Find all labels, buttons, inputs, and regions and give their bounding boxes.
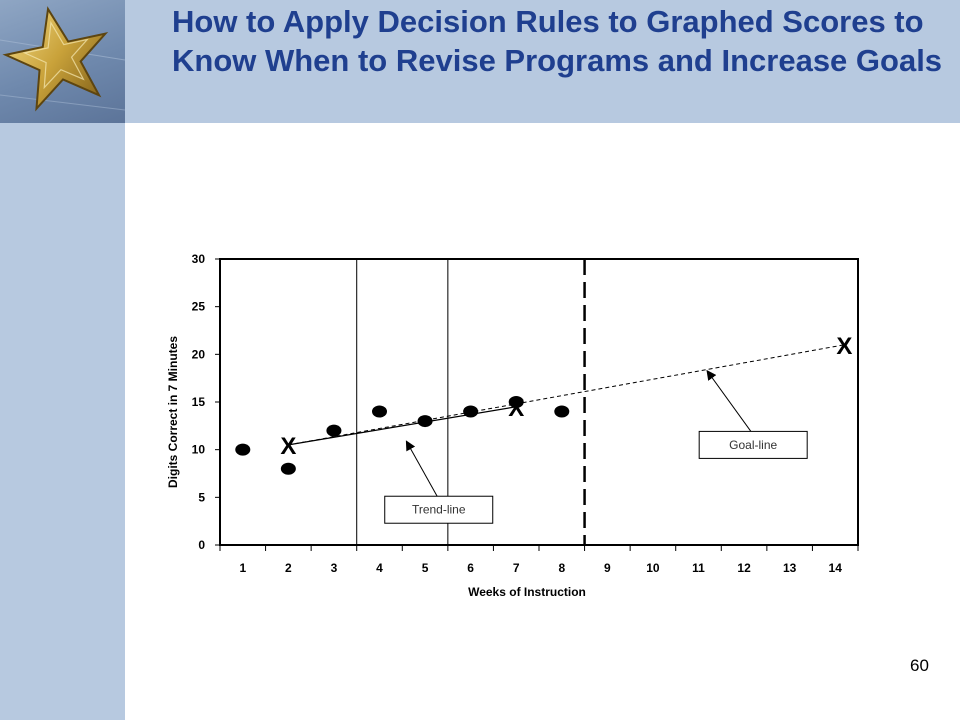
data-point [235,444,250,456]
x-tick-label: 4 [376,561,383,575]
trend-line [288,407,516,445]
x-marker: X [280,432,297,460]
x-axis-label: Weeks of Instruction [468,585,586,599]
annotation-arrow [407,442,437,496]
data-point [372,406,387,418]
x-tick-label: 7 [512,561,520,575]
goal-line [288,345,844,445]
data-point [281,463,296,475]
x-tick-label: 12 [737,561,751,575]
annotation-label: Goal-line [729,437,778,452]
y-tick-label: 30 [191,252,205,266]
y-tick-label: 10 [191,442,205,457]
page-number: 60 [910,656,929,675]
data-point [463,406,478,418]
x-tick-label: 14 [828,561,842,575]
x-marker: X [836,332,853,360]
y-tick-label: 15 [191,395,205,409]
data-point [326,425,341,437]
x-tick-label: 10 [646,561,660,575]
x-tick-label: 11 [692,561,705,575]
x-tick-label: 2 [285,561,292,575]
y-tick-label: 5 [198,490,205,505]
y-tick-label: 20 [191,347,205,362]
x-tick-label: 6 [467,561,474,575]
x-tick-label: 3 [330,561,338,575]
annotation-label: Trend-line [411,502,466,517]
data-point [554,406,569,418]
data-point [418,415,433,427]
y-tick-label: 25 [191,299,205,314]
y-axis-label: Digits Correct in 7 Minutes [166,335,180,489]
x-tick-label: 8 [558,561,566,575]
slide-title: How to Apply Decision Rules to Graphed Scores to Know When to Revise Programs and Increase Goals [172,4,943,78]
y-tick-label: 0 [198,538,205,552]
x-tick-label: 9 [604,561,611,575]
x-tick-label: 5 [421,561,429,575]
x-tick-label: 1 [239,561,247,575]
x-tick-label: 13 [782,561,797,575]
plot-frame [220,259,858,545]
annotation-arrow [708,371,751,431]
x-marker: X [508,394,525,422]
